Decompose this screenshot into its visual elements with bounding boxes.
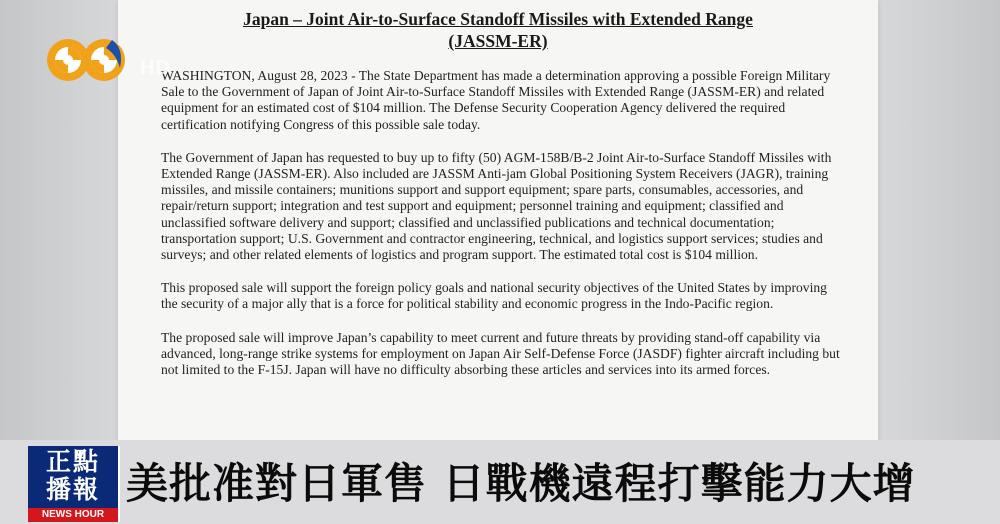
press-release-document <box>118 0 878 446</box>
paragraph-policy: This proposed sale will support the foreign policy goals and national security objectives of the United States by improving the security of a major ally that is a force for political stability and economic progress in the Indo-Pacific region. <box>161 280 827 312</box>
document-title-line1: Japan – Joint Air-to-Surface Standoff Missiles with Extended Range <box>243 9 753 29</box>
paragraph-request: The Government of Japan has requested to buy up to fifty (50) AGM-158B/B-2 Joint Air-to-Surface Standoff Missiles with Extended Range (JASSM-ER). Also included are JASSM Anti-jam Global Positioning System Receivers (JAGR), training missiles, and missile containers; munitions support and support equipment; spare parts, consumables, accessories, and repair/return support; integration and test support and equipment; personnel training and equipment; classified and unclassified software delivery and support; classified and unclassified publications and technical documentation; transportation support; U.S. Government and contractor engineering, technical, and logistics support services; studies and surveys; and other related elements of logistics and program support. The estimated total cost is $104 million. <box>161 149 832 263</box>
hd-watermark: HD <box>140 57 171 79</box>
program-logo-line2: 播報 <box>45 475 100 504</box>
document-title-line2: (JASSM-ER) <box>448 31 548 51</box>
program-logo-line1: 正點 <box>45 447 100 476</box>
program-logo-strip: NEWS HOUR <box>28 508 118 522</box>
phoenix-logo-icon <box>46 34 130 86</box>
document-body <box>161 68 841 395</box>
paragraph-announcement: WASHINGTON, August 28, 2023 - The State Department has made a determination approving a possible Foreign Military Sale to the Government of Japan of Joint Air-to-Surface Standoff Missiles with Extended Range (JASSM-ER) and related equipment for an estimated cost of $104 million. The Defense Security Cooperation Agency delivered the required certification notifying Congress of this possible sale today. <box>161 68 831 132</box>
background-right <box>878 0 1000 440</box>
program-logo-text <box>32 448 114 504</box>
program-logo <box>28 446 120 522</box>
paragraph-capability: The proposed sale will improve Japan’s capability to meet current and future threats by providing stand-off capability via advanced, long-range strike systems for employment on Japan Air Self-Defense Force (JASDF) fighter aircraft including but not limited to the F-15J. Japan will have no difficulty absorbing these articles and services into its armed forces. <box>161 329 840 378</box>
news-headline: 美批准對日軍售 日戰機遠程打擊能力大增 <box>126 459 916 508</box>
document-title <box>118 8 878 52</box>
